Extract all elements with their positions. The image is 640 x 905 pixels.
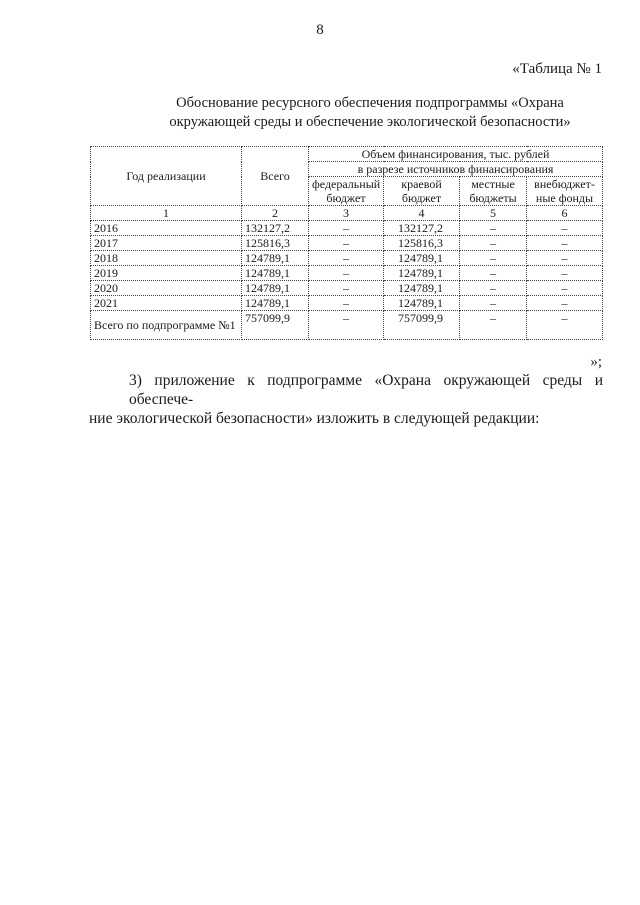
closing-quote: »;	[590, 354, 602, 370]
row-extra: –	[527, 266, 603, 281]
total-federal: –	[309, 311, 384, 340]
total-extra: –	[527, 311, 603, 340]
table-row	[91, 236, 603, 251]
header-extra: внебюджет-ные фонды	[527, 177, 603, 206]
row-regional: 124789,1	[384, 251, 460, 266]
row-regional: 124789,1	[384, 296, 460, 311]
row-total: 132127,2	[242, 221, 309, 236]
total-local: –	[460, 311, 527, 340]
row-total: 124789,1	[242, 281, 309, 296]
table-row	[91, 266, 603, 281]
header-total: Всего	[242, 147, 309, 206]
table-row	[91, 281, 603, 296]
row-year: 2020	[91, 281, 242, 296]
row-extra: –	[527, 236, 603, 251]
table-row	[91, 221, 603, 236]
paragraph-line: ние экологической безопасности» изложить в следующей редакции:	[89, 410, 540, 427]
row-total: 124789,1	[242, 296, 309, 311]
row-total: 124789,1	[242, 266, 309, 281]
table-title	[100, 94, 640, 132]
row-regional: 132127,2	[384, 221, 460, 236]
total-label: Всего по подпрограмме №1	[91, 311, 242, 340]
row-local: –	[460, 251, 527, 266]
column-number-row	[91, 206, 603, 221]
table-row	[91, 251, 603, 266]
row-extra: –	[527, 221, 603, 236]
row-extra: –	[527, 296, 603, 311]
column-number: 1	[91, 206, 242, 221]
row-extra: –	[527, 251, 603, 266]
row-year: 2021	[91, 296, 242, 311]
header-funding: Объем финансирования, тыс. рублей	[309, 147, 603, 162]
column-number: 4	[384, 206, 460, 221]
total-row	[91, 311, 603, 340]
total-value: 757099,9	[242, 311, 309, 340]
funding-table	[90, 146, 603, 340]
header-year: Год реализации	[91, 147, 242, 206]
row-year: 2019	[91, 266, 242, 281]
body-paragraph	[89, 371, 603, 428]
column-number: 3	[309, 206, 384, 221]
row-regional: 124789,1	[384, 266, 460, 281]
title-line: Обоснование ресурсного обеспечения подпрограммы «Охрана	[176, 95, 564, 111]
table-row	[91, 296, 603, 311]
row-federal: –	[309, 221, 384, 236]
column-number: 5	[460, 206, 527, 221]
paragraph-line: 3) приложение к подпрограмме «Охрана окружающей среды и обеспече-	[129, 372, 603, 408]
row-local: –	[460, 221, 527, 236]
row-local: –	[460, 266, 527, 281]
row-local: –	[460, 296, 527, 311]
table-reference: «Таблица № 1	[512, 61, 602, 77]
row-total: 125816,3	[242, 236, 309, 251]
row-year: 2017	[91, 236, 242, 251]
row-regional: 124789,1	[384, 281, 460, 296]
header-federal: федеральный бюджет	[309, 177, 384, 206]
total-regional: 757099,9	[384, 311, 460, 340]
row-local: –	[460, 281, 527, 296]
row-regional: 125816,3	[384, 236, 460, 251]
header-local: местные бюджеты	[460, 177, 527, 206]
row-federal: –	[309, 296, 384, 311]
row-federal: –	[309, 266, 384, 281]
row-local: –	[460, 236, 527, 251]
row-year: 2018	[91, 251, 242, 266]
row-federal: –	[309, 281, 384, 296]
row-total: 124789,1	[242, 251, 309, 266]
row-year: 2016	[91, 221, 242, 236]
row-extra: –	[527, 281, 603, 296]
header-sources: в разрезе источников финансирования	[309, 162, 603, 177]
column-number: 2	[242, 206, 309, 221]
column-number: 6	[527, 206, 603, 221]
row-federal: –	[309, 236, 384, 251]
header-regional: краевой бюджет	[384, 177, 460, 206]
row-federal: –	[309, 251, 384, 266]
title-line: окружающей среды и обеспечение экологической безопасности»	[169, 114, 571, 130]
page-number: 8	[316, 22, 324, 38]
